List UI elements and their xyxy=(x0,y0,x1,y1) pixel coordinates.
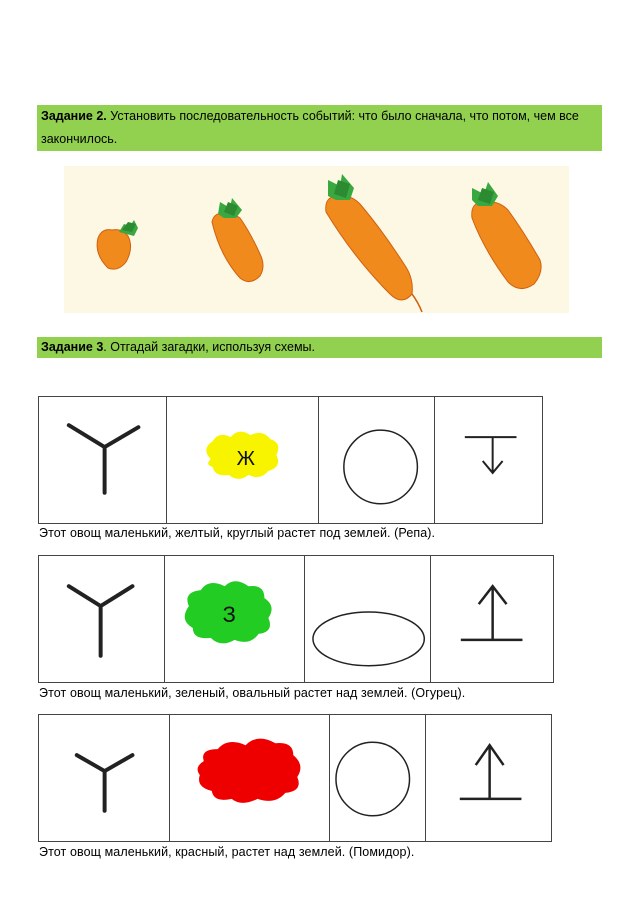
riddle-1-caption: Этот овощ маленький, желтый, круглый растет под землей. (Репа). xyxy=(39,526,436,540)
task-2-text: Установить последовательность событий: что было сначала, что потом, чем все закончилось. xyxy=(41,109,579,146)
riddle-1-scheme xyxy=(38,396,543,524)
carrot-stage-2-image xyxy=(212,198,263,282)
task-3-text: . Отгадай загадки, используя схемы. xyxy=(103,340,316,354)
above-ground-icon xyxy=(431,556,553,682)
riddle-2-scheme xyxy=(38,555,554,683)
blob-letter: Ж xyxy=(236,447,256,470)
round-shape-icon xyxy=(319,397,434,523)
blob-letter: З xyxy=(222,601,237,627)
carrot-stage-3-image xyxy=(326,174,422,312)
under-ground-icon xyxy=(435,397,542,523)
task-3-label: Задание 3 xyxy=(41,340,104,354)
task-2-heading xyxy=(37,105,602,151)
carrot-stage-4-image xyxy=(472,182,541,289)
task-3-heading xyxy=(37,337,602,358)
oval-shape-icon xyxy=(305,556,430,682)
yellow-color-blob-icon xyxy=(167,397,319,523)
round-shape-icon xyxy=(330,715,425,841)
task-2-label: Задание 2. xyxy=(41,109,107,123)
riddle-3-scheme xyxy=(38,714,552,842)
small-size-icon xyxy=(39,397,167,523)
above-ground-icon xyxy=(426,715,551,841)
small-size-icon xyxy=(39,715,170,841)
carrot-stage-1-image xyxy=(97,220,138,269)
riddle-3-caption: Этот овощ маленький, красный, растет над землей. (Помидор). xyxy=(39,845,415,859)
carrot-growth-sequence xyxy=(64,166,569,313)
riddle-2-caption: Этот овощ маленький, зеленый, овальный растет над землей. (Огурец). xyxy=(39,686,466,700)
green-color-blob-icon xyxy=(165,556,305,682)
small-size-icon xyxy=(39,556,165,682)
red-color-blob-icon xyxy=(170,715,330,841)
